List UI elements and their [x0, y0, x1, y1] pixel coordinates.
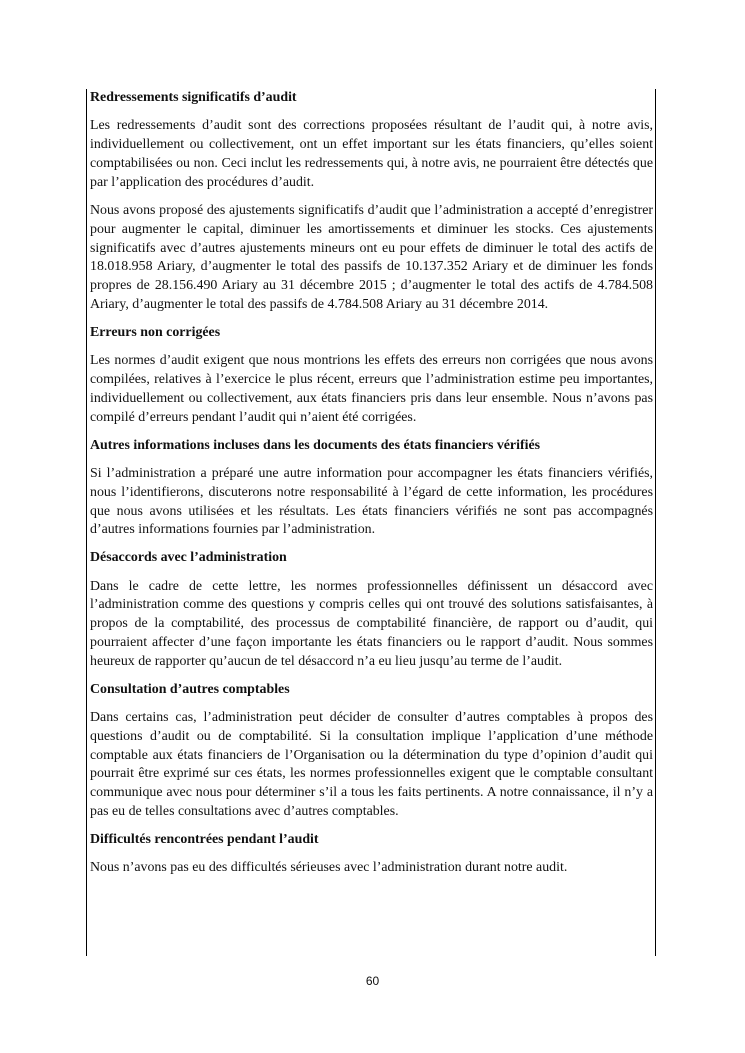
paragraph: Si l’administration a préparé une autre information pour accompagner les états financiers vérifiés, nous l’identifierons, discuterons notre responsabilité à l’égard de cette information, les procédures que nous avons utilisées et les résultats. Les états financiers vérifiés ne sont pas accompagnés d’autres informations fournies par l’administration. — [90, 465, 653, 538]
section-heading-autres-informations: Autres informations incluses dans les documents des états financiers vérifiés — [90, 437, 541, 453]
section-heading-erreurs: Erreurs non corrigées — [90, 324, 221, 340]
document-frame — [86, 89, 656, 956]
paragraph: Les redressements d’audit sont des corrections proposées résultant de l’audit qui, à notre avis, individuellement ou collectivement, ont un effet important sur les états financiers, qu’elles soient comptabilisées ou non. Ceci inclut les redressements qui, à notre avis, ne pourraient être détectés que par l’application des procédures d’audit. — [90, 118, 653, 190]
page-number: 60 — [365, 974, 380, 988]
paragraph: Les normes d’audit exigent que nous montrions les effets des erreurs non corrigées que nous avons compilées, relatives à l’exercice le plus récent, erreurs que l’administration estime peu importantes, individuellement ou collectivement, aux états financiers pris dans leur ensemble. Nous n’avons pas compilé d’erreurs pendant l’audit qui n’aient été corrigées. — [90, 353, 653, 425]
section-heading-desaccords: Désaccords avec l’administration — [90, 550, 287, 566]
paragraph: Nous avons proposé des ajustements significatifs d’audit que l’administration a accepté d’enregistrer pour augmenter le capital, diminuer les amortissements et diminuer les stocks. Ces ajustements significatifs avec d’autres ajustements mineurs ont eu pour effets de diminuer le total des actifs de 18.018.958 Ariary, d’augmenter le total des passifs de 10.137.352 Ariary et de diminuer les fonds propres de 28.156.490 Ariary au 31 décembre 2015 ; d’augmenter le total des actifs de 4.784.508 Ariary, d’augmenter le total des passifs de 4.784.508 Ariary au 31 décembre 2014. — [90, 202, 653, 312]
paragraph: Nous n’avons pas eu des difficultés sérieuses avec l’administration durant notre audit. — [90, 860, 568, 876]
section-heading-difficultes: Difficultés rencontrées pendant l’audit — [90, 832, 319, 848]
paragraph: Dans certains cas, l’administration peut décider de consulter d’autres comptables à propos des questions d’audit ou de comptabilité. Si la consultation implique l’application d’une méthode comptable aux états financiers de l’Organisation ou la détermination du type d’opinion d’audit qui pourrait être exprimé sur ces états, les normes professionnelles exigent que le comptable consultant communique avec nous pour déterminer s’il a tous les faits pertinents. A notre connaissance, il n’y a pas eu de telles consultations avec d’autres comptables. — [90, 710, 653, 820]
document-body — [90, 89, 653, 878]
section-heading-redressements: Redressements significatifs d’audit — [90, 90, 297, 105]
paragraph: Dans le cadre de cette lettre, les normes professionnelles définissent un désaccord avec l’administration comme des questions y compris celles qui ont trouvé des solutions satisfaisantes, à propos de la comptabilité, des processus de comptabilité financière, de rapport ou d’audit, qui pourraient affecter d’une façon importante les états financiers ou le rapport d’audit. Nous sommes heureux de rapporter qu’aucun de tel désaccord n’a eu lieu jusqu’au terme de l’audit. — [90, 578, 653, 669]
section-heading-consultation: Consultation d’autres comptables — [90, 681, 290, 697]
